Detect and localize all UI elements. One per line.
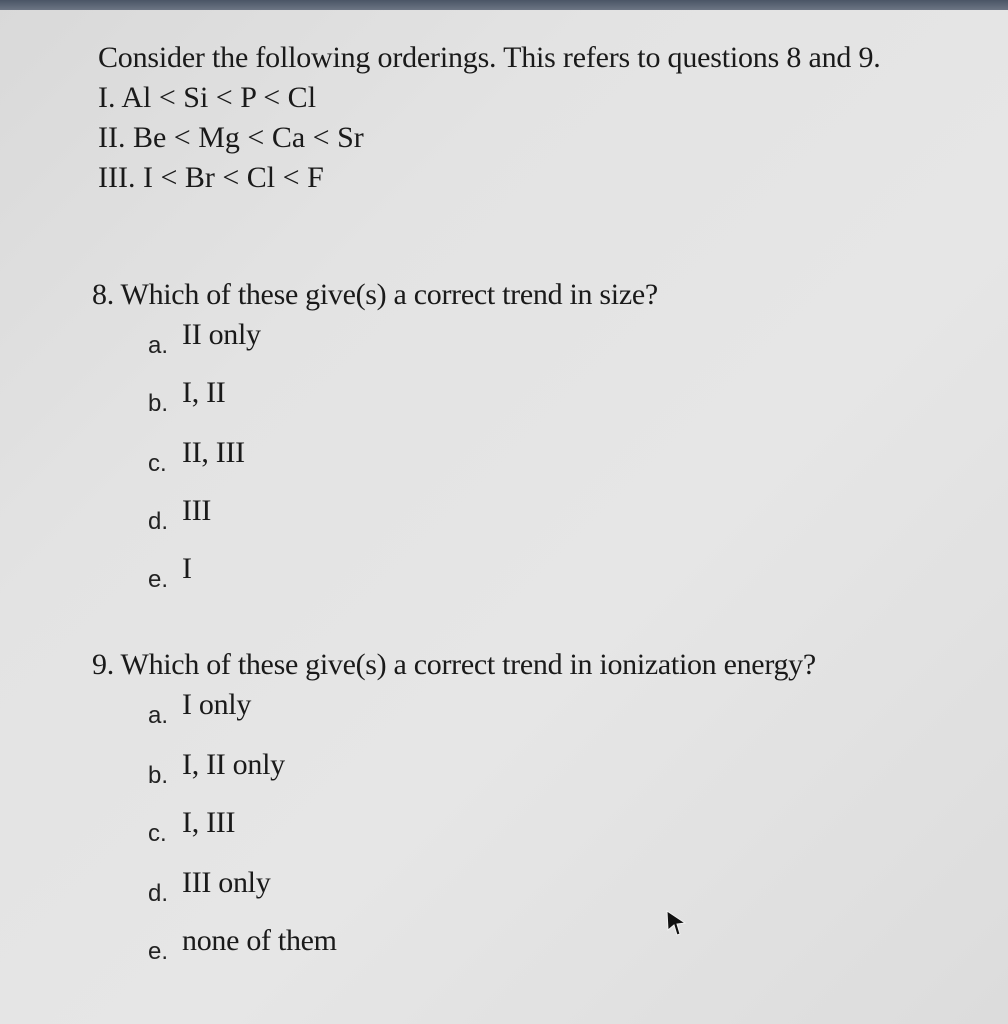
option-letter: b. <box>148 762 169 789</box>
option-text: III only <box>182 866 271 899</box>
option-letter: a. <box>148 332 169 359</box>
option-text: III <box>182 494 212 527</box>
option-text: I only <box>182 688 252 721</box>
option-letter: b. <box>148 390 169 417</box>
option-letter: c. <box>148 450 167 477</box>
option-text: I, II <box>182 376 226 409</box>
option-letter: e. <box>148 938 169 965</box>
option-text: I, III <box>182 806 236 839</box>
question-8-text: 8. Which of these give(s) a correct trend in size? <box>92 278 658 311</box>
option-text: I, II only <box>182 748 285 781</box>
option-text: II only <box>182 318 261 351</box>
option-letter: d. <box>148 508 169 535</box>
option-letter: e. <box>148 566 169 593</box>
option-letter: c. <box>148 820 167 847</box>
option-text: II, III <box>182 436 245 469</box>
pointer-arrow-icon <box>664 908 688 938</box>
window-top-bar <box>0 0 1008 10</box>
option-text: none of them <box>182 924 337 957</box>
question-9-text: 9. Which of these give(s) a correct trend in ionization energy? <box>92 648 816 681</box>
option-text: I <box>182 552 192 585</box>
ordering-1: I. Al < Si < P < Cl <box>98 81 317 114</box>
option-letter: d. <box>148 880 169 907</box>
orderings-intro <box>98 38 881 198</box>
option-letter: a. <box>148 702 169 729</box>
intro-title: Consider the following orderings. This refers to questions 8 and 9. <box>98 41 881 74</box>
ordering-2: II. Be < Mg < Ca < Sr <box>98 121 364 154</box>
ordering-3: III. I < Br < Cl < F <box>98 161 324 194</box>
quiz-page <box>0 10 1008 1024</box>
